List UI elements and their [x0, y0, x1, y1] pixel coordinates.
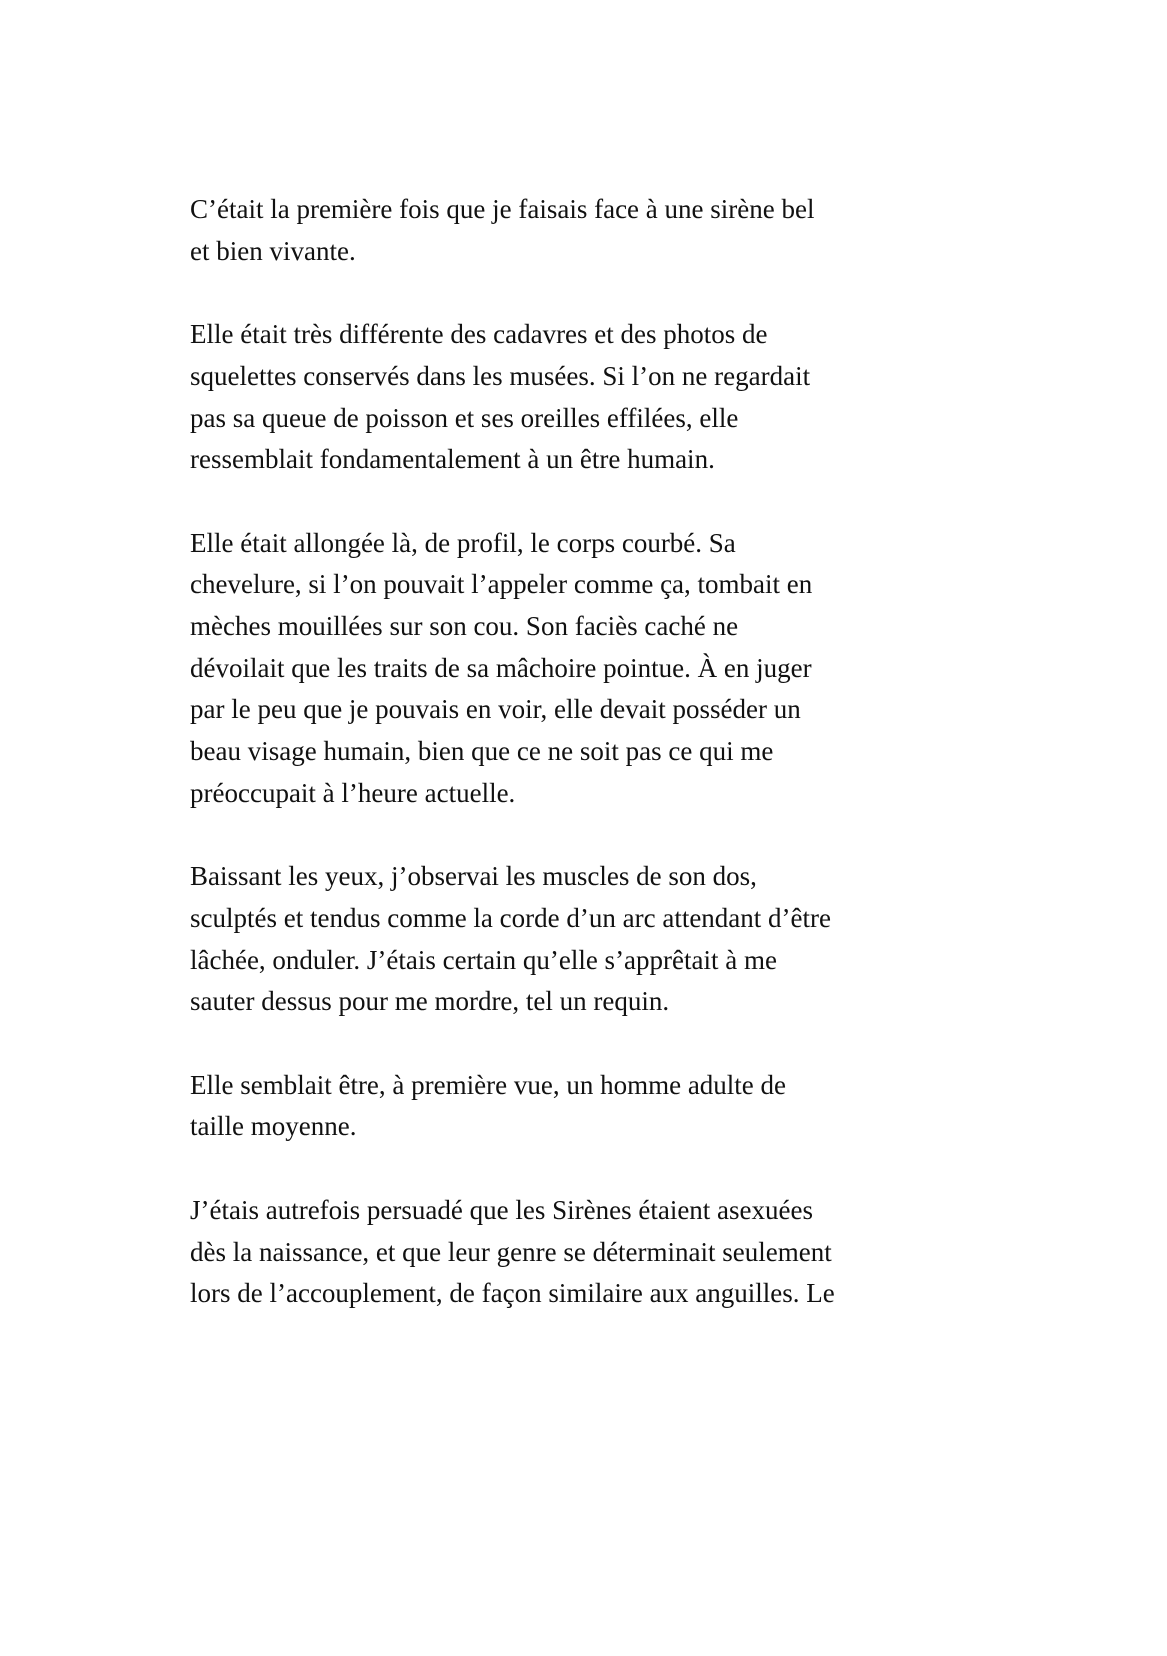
- text-line: mèches mouillées sur son cou. Son faciès caché ne: [190, 611, 739, 641]
- text-line: lâchée, onduler. J’étais certain qu’elle s’apprêtait à me: [190, 944, 777, 975]
- text-line: sauter dessus pour me mordre, tel un requin.: [190, 986, 670, 1017]
- text-line: chevelure, si l’on pouvait l’appeler comme ça, tombait en: [190, 569, 813, 600]
- paragraph: [190, 523, 950, 815]
- text-line: Elle semblait être, à première vue, un homme adulte de: [190, 1069, 787, 1100]
- text-line: et bien vivante.: [190, 235, 356, 266]
- text-line: taille moyenne.: [190, 1111, 357, 1142]
- text-line: dès la naissance, et que leur genre se déterminait seulement: [190, 1236, 832, 1267]
- paragraph: [190, 1065, 950, 1148]
- text-line: dévoilait que les traits de sa mâchoire pointue. À en juger: [190, 652, 812, 683]
- paragraph: [190, 314, 950, 481]
- text-line: J’étais autrefois persuadé que les Sirènes étaient asexuées: [190, 1194, 814, 1225]
- text-line: Elle était allongée là, de profil, le corps courbé. Sa: [190, 527, 736, 558]
- text-line: Elle était très différente des cadavres et des photos de: [190, 319, 768, 350]
- text-line: préoccupait à l’heure actuelle.: [190, 777, 516, 808]
- paragraph: [190, 856, 950, 1023]
- text-line: sculptés et tendus comme la corde d’un arc attendant d’être: [190, 902, 831, 933]
- text-line: Baissant les yeux, j’observai les muscles de son dos,: [190, 861, 757, 892]
- paragraph: [190, 1190, 950, 1315]
- text-line: C’était la première fois que je faisais face à une sirène bel: [190, 194, 815, 224]
- text-line: par le peu que je pouvais en voir, elle devait posséder un: [190, 694, 801, 725]
- document-body: [190, 189, 950, 1357]
- paragraph: [190, 189, 950, 272]
- text-line: pas sa queue de poisson et ses oreilles effilées, elle: [190, 402, 739, 433]
- text-line: lors de l’accouplement, de façon similaire aux anguilles. Le: [190, 1278, 835, 1309]
- text-line: ressemblait fondamentalement à un être humain.: [190, 444, 715, 475]
- text-line: beau visage humain, bien que ce ne soit pas ce qui me: [190, 736, 774, 767]
- text-line: squelettes conservés dans les musées. Si l’on ne regardait: [190, 360, 811, 391]
